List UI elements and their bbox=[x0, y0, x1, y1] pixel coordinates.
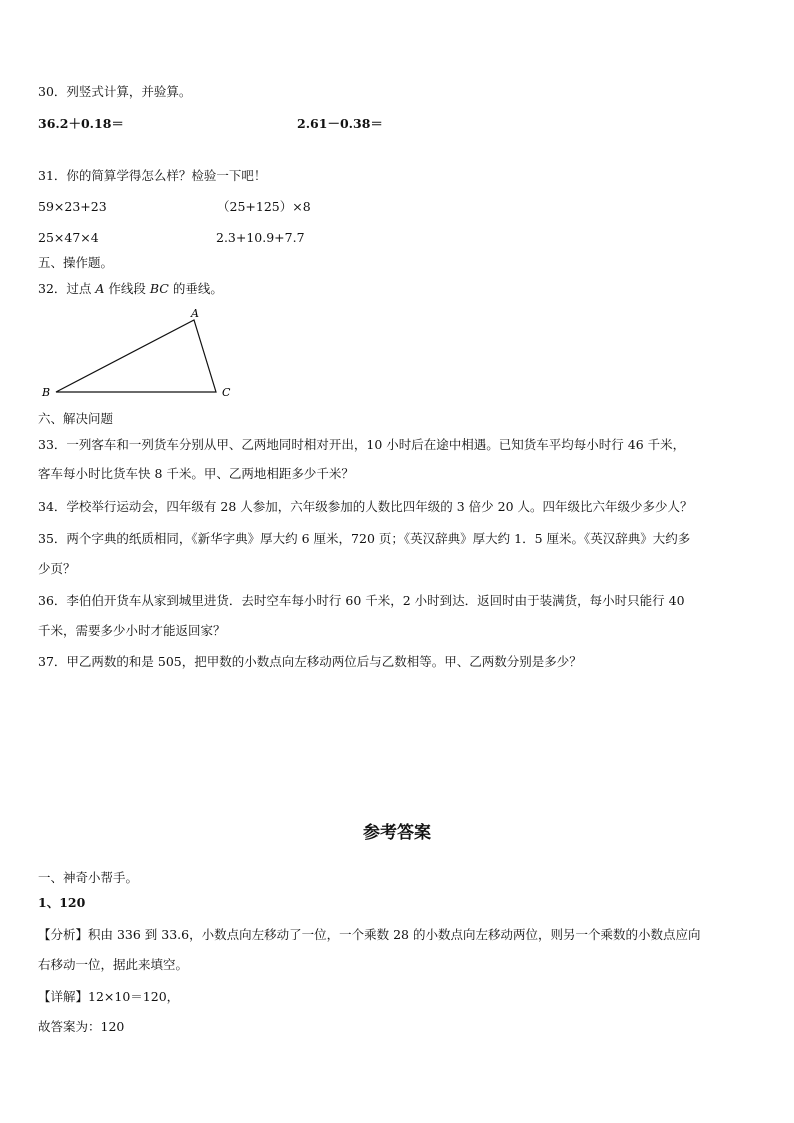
q36-line1: 36．李伯伯开货车从家到城里进货．去时空车每小时行 60 千米，2 小时到达．返回时由于装满货，每小时只能行 40 bbox=[38, 593, 685, 608]
q33-line1: 33．一列客车和一列货车分别从甲、乙两地同时相对开出，10 小时后在途中相遇。已知货车平均每小时行 46 千米， bbox=[38, 437, 686, 452]
q31-expr-d: 2.3+10.9+7.7 bbox=[216, 230, 305, 245]
q37-text: 37．甲乙两数的和是 505，把甲数的小数点向左移动两位后与乙数相等。甲、乙两数分别是多少？ bbox=[38, 654, 582, 669]
answer-analysis-line1: 【分析】积由 336 到 33.6，小数点向左移动了一位，一个乘数 28 的小数点向左移动两位，则另一个乘数的小数点应向 bbox=[38, 927, 701, 942]
q35-line2: 少页？ bbox=[38, 561, 76, 576]
q30-expr-b: 2.61－0.38＝ bbox=[297, 116, 383, 131]
q30-title: 30．列竖式计算，并验算。 bbox=[38, 84, 192, 99]
triangle-abc bbox=[56, 320, 216, 392]
vertex-c-label: C bbox=[222, 386, 231, 399]
answer-1: 1、120 bbox=[38, 895, 86, 910]
q31-expr-c: 25×47×4 bbox=[38, 230, 99, 245]
q31-expr-a: 59×23+23 bbox=[38, 199, 107, 214]
triangle-figure bbox=[36, 305, 236, 401]
answer-final: 故答案为：120 bbox=[38, 1019, 125, 1034]
q33-line2: 客车每小时比货车快 8 千米。甲、乙两地相距多少千米？ bbox=[38, 466, 354, 481]
vertex-b-label: B bbox=[42, 386, 51, 399]
answers-section1-heading: 一、神奇小帮手。 bbox=[38, 870, 139, 885]
answer-key-title: 参考答案 bbox=[363, 823, 431, 843]
q35-line1: 35．两个字典的纸质相同，《新华字典》厚大约 6 厘米，720 页；《英汉辞典》厚大约 1．5 厘米。《英汉辞典》大约多 bbox=[38, 531, 691, 546]
q31-title: 31．你的简算学得怎么样？检验一下吧！ bbox=[38, 168, 267, 183]
q32-text: 32．过点 A 作线段 BC 的垂线。 bbox=[38, 281, 223, 296]
answer-analysis-line2: 右移动一位，据此来填空。 bbox=[38, 957, 189, 972]
q31-expr-b: （25+125）×8 bbox=[217, 199, 311, 214]
section5-heading: 五、操作题。 bbox=[38, 255, 114, 270]
q34-text: 34．学校举行运动会，四年级有 28 人参加，六年级参加的人数比四年级的 3 倍少 20 人。四年级比六年级少多少人？ bbox=[38, 499, 693, 514]
vertex-a-label: A bbox=[191, 307, 199, 320]
answer-detail: 【详解】12×10＝120， bbox=[38, 989, 180, 1004]
q30-expr-a: 36.2＋0.18＝ bbox=[38, 116, 124, 131]
q36-line2: 千米，需要多少小时才能返回家？ bbox=[38, 623, 226, 638]
section6-heading: 六、解决问题 bbox=[38, 411, 114, 426]
